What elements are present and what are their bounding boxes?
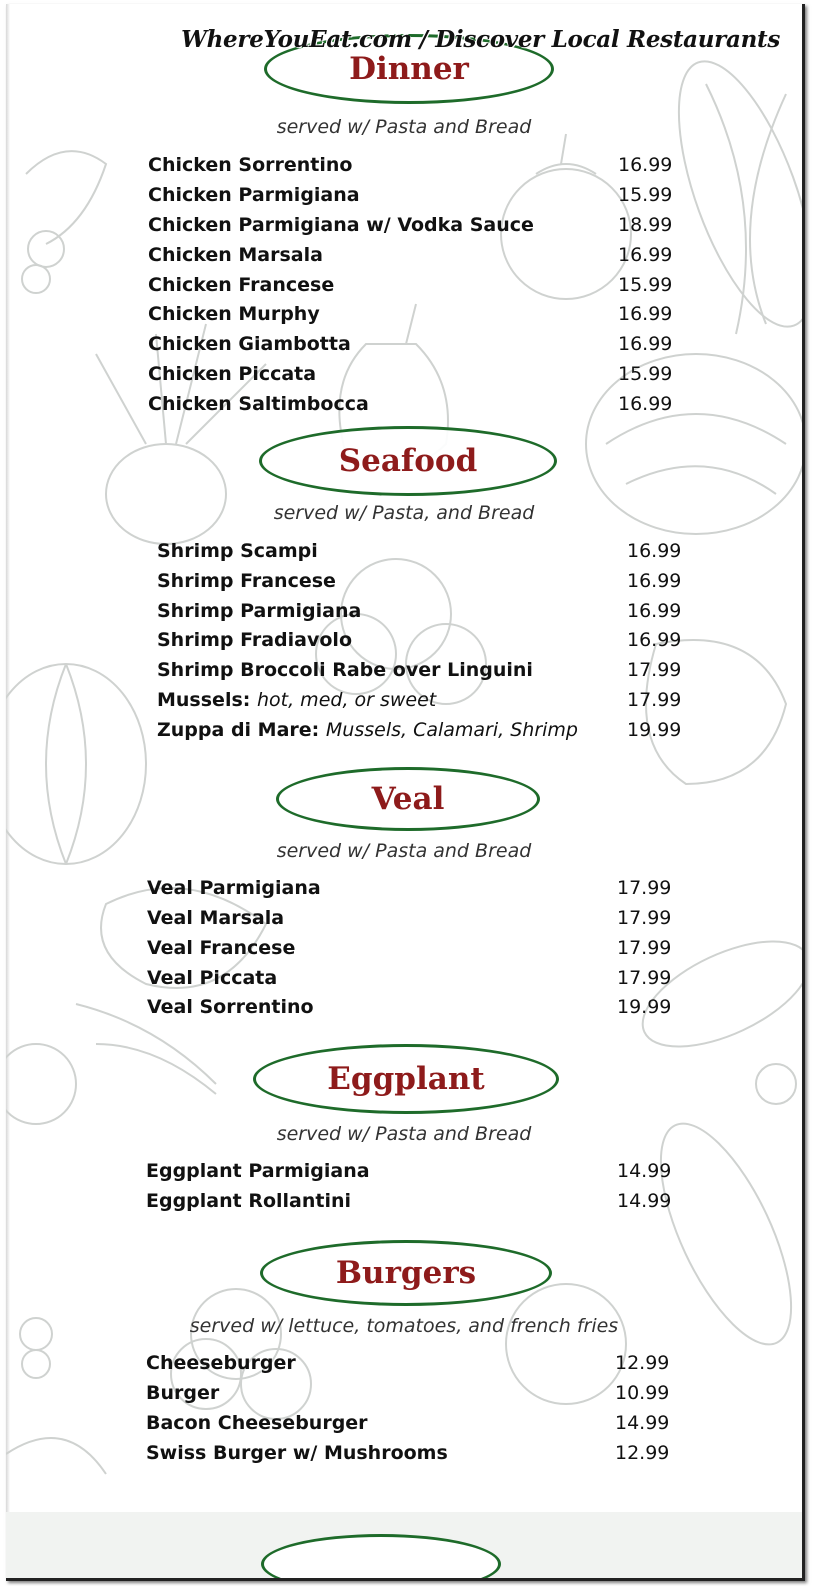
menu-item-price: 10.99 xyxy=(615,1382,670,1404)
menu-item-name: Chicken Francese xyxy=(148,274,335,296)
veal-subtitle: served w/ Pasta and Bread xyxy=(276,840,532,862)
menu-item-name: Chicken Parmigiana w/ Vodka Sauce xyxy=(148,214,534,236)
menu-item-price: 15.99 xyxy=(618,274,673,296)
menu-item-price: 16.99 xyxy=(618,244,673,266)
menu-item-price: 16.99 xyxy=(618,393,673,415)
dinner-subtitle: served w/ Pasta and Bread xyxy=(276,116,532,138)
menu-item-price: 14.99 xyxy=(617,1160,672,1182)
site-watermark: WhereYouEat.com / Discover Local Restaurants xyxy=(181,26,780,53)
menu-item-name: Chicken Piccata xyxy=(148,363,317,385)
menu-item-price: 19.99 xyxy=(627,719,682,741)
menu-item-price: 14.99 xyxy=(617,1190,672,1212)
menu-item-name: Chicken Marsala xyxy=(148,244,323,266)
menu-item-name: Shrimp Fradiavolo xyxy=(157,629,353,651)
dinner-title: Dinner xyxy=(349,51,469,87)
burgers-title: Burgers xyxy=(335,1255,477,1291)
menu-item-name: Eggplant Rollantini xyxy=(146,1190,352,1212)
menu-item-price: 12.99 xyxy=(615,1442,670,1464)
menu-item-price: 16.99 xyxy=(627,629,682,651)
menu-item-name: Swiss Burger w/ Mushrooms xyxy=(146,1442,448,1464)
menu-item-price: 17.99 xyxy=(617,877,672,899)
menu-item-price: 16.99 xyxy=(627,600,682,622)
burgers-title-oval xyxy=(260,1240,552,1306)
menu-item-price: 16.99 xyxy=(627,540,682,562)
menu-item-name: Veal Parmigiana xyxy=(147,877,321,899)
menu-item-name: Chicken Murphy xyxy=(148,303,320,325)
menu-item-name: Shrimp Francese xyxy=(157,570,336,592)
menu-item-name: Cheeseburger xyxy=(146,1352,296,1374)
menu-item-title: Mussels: xyxy=(157,689,251,711)
menu-item-name: Chicken Saltimbocca xyxy=(148,393,369,415)
eggplant-title: Eggplant xyxy=(327,1061,485,1097)
menu-item-price: 17.99 xyxy=(627,659,682,681)
menu-item-name xyxy=(157,719,578,741)
menu-item-name: Shrimp Parmigiana xyxy=(157,600,362,622)
menu-item-name: Shrimp Scampi xyxy=(157,540,318,562)
menu-item-name: Chicken Parmigiana xyxy=(148,184,360,206)
eggplant-subtitle: served w/ Pasta and Bread xyxy=(276,1123,532,1145)
seafood-subtitle: served w/ Pasta, and Bread xyxy=(273,502,535,524)
menu-item-name: Chicken Giambotta xyxy=(148,333,351,355)
menu-item-price: 14.99 xyxy=(615,1412,670,1434)
veal-title: Veal xyxy=(371,781,445,817)
seafood-title: Seafood xyxy=(338,443,478,479)
menu-item-name: Burger xyxy=(146,1382,220,1404)
menu-item-name: Chicken Sorrentino xyxy=(148,154,353,176)
menu-item-name: Veal Francese xyxy=(147,937,296,959)
menu-item-price: 16.99 xyxy=(618,333,673,355)
menu-item-price: 17.99 xyxy=(627,689,682,711)
menu-item-name: Bacon Cheeseburger xyxy=(146,1412,368,1434)
menu-item-name: Shrimp Broccoli Rabe over Linguini xyxy=(157,659,533,681)
veal-title-oval xyxy=(276,767,540,831)
section-seafood-header xyxy=(6,426,802,496)
section-eggplant-header xyxy=(6,1044,802,1114)
seafood-title-oval xyxy=(259,426,557,496)
section-burgers-header xyxy=(6,1240,802,1310)
burgers-subtitle: served w/ lettuce, tomatoes, and french fries xyxy=(189,1315,619,1337)
menu-item-price: 16.99 xyxy=(618,154,673,176)
menu-item-price: 16.99 xyxy=(618,303,673,325)
menu-item-description: hot, med, or sweet xyxy=(256,689,437,711)
menu-item-price: 16.99 xyxy=(627,570,682,592)
menu-item-name: Veal Marsala xyxy=(147,907,285,929)
menu-page xyxy=(6,4,805,1581)
menu-item-price: 12.99 xyxy=(615,1352,670,1374)
menu-item-title: Zuppa di Mare: xyxy=(157,719,320,741)
menu-item-price: 17.99 xyxy=(617,937,672,959)
menu-item-name xyxy=(157,689,436,711)
menu-item-price: 15.99 xyxy=(618,184,673,206)
menu-item-price: 19.99 xyxy=(617,996,672,1018)
section-veal-header xyxy=(6,767,802,837)
menu-item-name: Veal Sorrentino xyxy=(147,996,314,1018)
menu-item-description: Mussels, Calamari, Shrimp xyxy=(325,719,578,741)
menu-item-price: 15.99 xyxy=(618,363,673,385)
menu-item-price: 18.99 xyxy=(618,214,673,236)
eggplant-title-oval xyxy=(253,1044,559,1114)
menu-item-name: Veal Piccata xyxy=(147,967,278,989)
menu-item-price: 17.99 xyxy=(617,967,672,989)
menu-item-name: Eggplant Parmigiana xyxy=(146,1160,370,1182)
menu-item-price: 17.99 xyxy=(617,907,672,929)
